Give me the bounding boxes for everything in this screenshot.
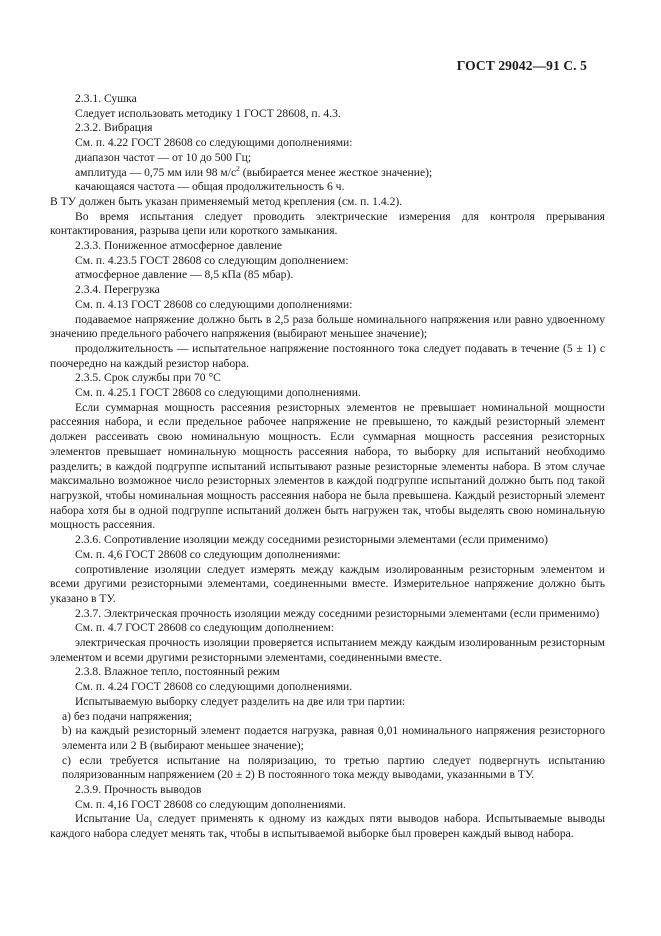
section-title: 2.3.7. Электрическая прочность изоляции между соседними резисторными элементами (если применимо) [75, 606, 600, 620]
paragraph: См. п. 4.25.1 ГОСТ 28608 со следующими дополнениями. [75, 386, 361, 400]
paragraph: См. п. 4.23.5 ГОСТ 28608 со следующим дополнением: [75, 253, 349, 267]
paragraph: качающаяся частота — общая продолжительность 6 ч. [75, 180, 345, 194]
section-title: 2.3.5. Срок службы при 70 °С [75, 371, 221, 385]
superscript: 2 [236, 163, 240, 173]
list-item: b) на каждый резисторный элемент подается нагрузка, равная 0,01 номинального напряжения резисторного элемента или 2 В (выбирают меньшее значение); [62, 724, 605, 752]
list-item: с) если требуется испытание на поляризацию, то третью партию следует подвергнуть испытанию поляризованным напряжением (20 ± 2) В постоянного тока между выводами, указанными в ТУ. [62, 753, 605, 782]
section-title: 2.3.6. Сопротивление изоляции между соседними резисторными элементами (если применимо) [75, 533, 549, 547]
paragraph: Во время испытания следует проводить электрические измерения для контроля прерывания контактирования, разрыва цепи или короткого замыкания. [50, 209, 605, 238]
paragraph: В ТУ должен быть указан применяемый метод крепления (см. п. 1.4.2). [50, 194, 403, 208]
section-title: 2.3.3. Пониженное атмосферное давление [75, 239, 283, 253]
section-title: 2.3.4. Перегрузка [75, 283, 160, 297]
paragraph: Испытываемую выборку следует разделить на две или три партии: [75, 694, 406, 708]
paragraph: Если суммарная мощность рассеяния резисторных элементов не превышает номинальной мощности рассеяния набора, и если предельное рабочее напряжение не превышено, то каждый резисторный элемент должен рассеивать свою номинальную мощность. Если суммарная мощность рассеяния резисторных элементов превышает номинальную мощность рассеяния набора, то выборку для испытаний необходимо разделить; в каждой подгруппе испытаний испытывают разные резисторные элементы набора. В этом случае максимально возможное число резисторных элементов в каждой подгруппе испытаний должно быть под такой нагрузкой, чтобы номинальная мощность рассеяния набора не была превышена. Каждый резисторный элемент набора хотя бы в одной подгруппе испытаний должен быть нагружен так, чтобы выделять свою номинальную мощность рассеяния. [50, 400, 605, 532]
paragraph: электрическая прочность изоляции проверяется испытанием между каждым изолированным резисторным элементом и всеми другими резисторными элементами, соединенными вместе. [50, 636, 605, 664]
text-run: следует применять к одному из каждых пяти выводов набора. Испытываемые выводы каждого набора следует менять так, чтобы в испытываемой выборке был проверен каждый вывод набора. [50, 812, 605, 841]
paragraph: См. п. 4,16 ГОСТ 28608 со следующим дополнениями. [75, 797, 346, 811]
paragraph: См. п. 4,6 ГОСТ 28608 со следующим дополнениями: [75, 547, 341, 561]
section-title: 2.3.8. Влажное тепло, постоянный режим [75, 665, 280, 679]
list-item: а) без подачи напряжения; [62, 709, 193, 723]
section-title: 2.3.1. Сушка [75, 92, 137, 105]
paragraph [50, 163, 605, 181]
document-body [50, 92, 605, 842]
paragraph [50, 812, 605, 841]
paragraph: См. п. 4.13 ГОСТ 28608 со следующими дополнениями: [75, 297, 353, 311]
section-title: 2.3.2. Вибрация [75, 121, 153, 135]
paragraph: подаваемое напряжение должно быть в 2,5 раза больше номинального напряжения или равно удвоенному значению предельного рабочего напряжения (выбирают меньшее значение); [50, 312, 605, 341]
text-run: (выбирается менее жесткое значение); [239, 165, 433, 179]
section-title: 2.3.9. Прочность выводов [75, 783, 202, 797]
paragraph: продолжительность — испытательное напряжение постоянного тока следует подавать в течение (5 ± 1) с поочередно на каждый резистор набора. [50, 341, 605, 370]
paragraph: сопротивление изоляции следует измерять между каждым изолированным резисторным элементом и всеми другими резисторными элементами, соединенными вместе. Измерительное напряжение должно быть указано в ТУ. [50, 562, 605, 605]
text-run: амплитуда — 0,75 мм или 98 м/с [75, 165, 237, 179]
paragraph: диапазон частот — от 10 до 500 Гц; [75, 150, 252, 164]
page-header: ГОСТ 29042—91 С. 5 [456, 58, 587, 73]
paragraph: атмосферное давление — 8,5 кПа (85 мбар). [75, 268, 294, 282]
paragraph: Следует использовать методику 1 ГОСТ 28608, п. 4.3. [75, 106, 341, 120]
subscript: 1 [149, 818, 153, 828]
paragraph: См. п. 4.22 ГОСТ 28608 со следующими дополнениями: [75, 136, 353, 150]
paragraph: См. п. 4.7 ГОСТ 28608 со следующим дополнением: [75, 621, 335, 635]
text-run: Испытание Ua [75, 812, 150, 826]
paragraph: См. п. 4.24 ГОСТ 28608 со следующими дополнениями. [75, 680, 353, 694]
